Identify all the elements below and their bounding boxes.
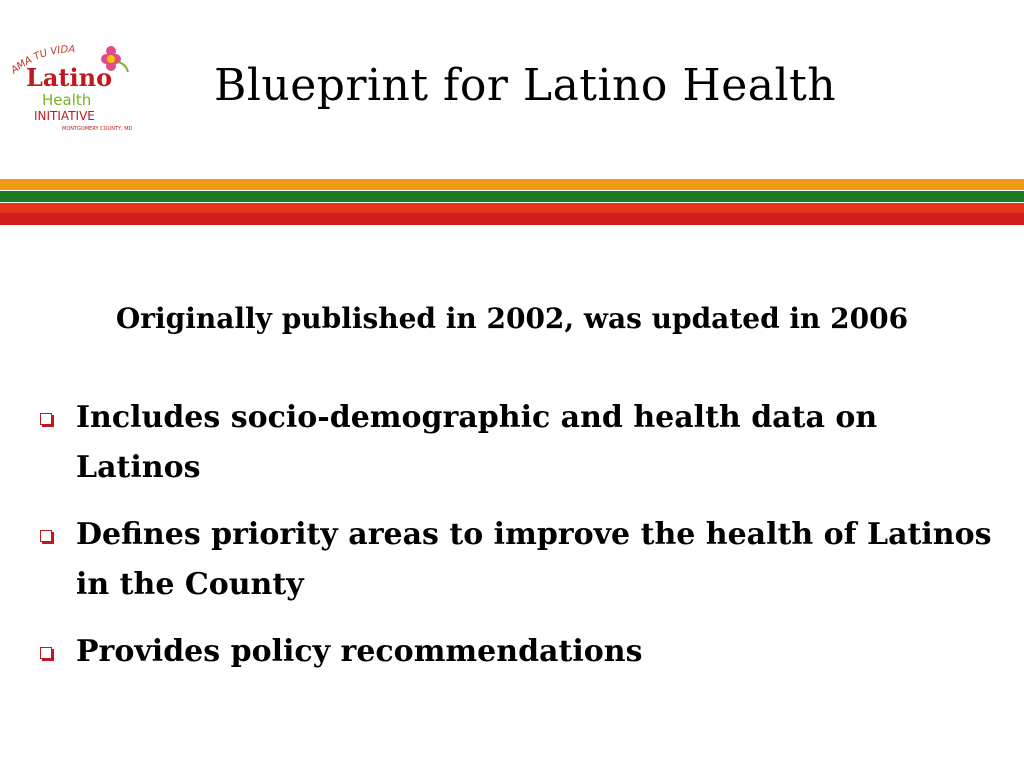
logo-graphic: [8, 42, 143, 142]
stripe-orange: [0, 179, 1024, 190]
logo-arc-text: AMA TU VIDA: [9, 44, 76, 77]
decorative-stripes: [0, 179, 1024, 225]
stripe-red: [0, 203, 1024, 213]
bullet-item: [36, 510, 996, 610]
stripe-green: [0, 191, 1024, 202]
bullet-list: [36, 393, 996, 694]
bullet-text: Defines priority areas to improve the health of Latinos in the County: [76, 517, 992, 602]
bullet-item: [36, 627, 996, 677]
logo-initiative-text: INITIATIVE: [34, 109, 95, 123]
logo-location-text: MONTGOMERY COUNTY, MD: [62, 126, 133, 132]
slide-subtitle: Originally published in 2002, was updated in 2006: [115, 302, 909, 335]
logo-latino-text: Latino: [26, 63, 113, 92]
hollow-square-bullet-icon: [40, 413, 52, 425]
hollow-square-bullet-icon: [40, 647, 52, 659]
logo-health-text: Health: [42, 91, 92, 109]
slide-title: Blueprint for Latino Health: [214, 60, 837, 111]
latino-health-initiative-logo: [8, 42, 143, 142]
bullet-text: Provides policy recommendations: [76, 634, 643, 669]
bullet-item: [36, 393, 996, 493]
stripe-dark-red: [0, 213, 1024, 225]
bullet-text: Includes socio-demographic and health data on Latinos: [76, 400, 878, 485]
hollow-square-bullet-icon: [40, 530, 52, 542]
